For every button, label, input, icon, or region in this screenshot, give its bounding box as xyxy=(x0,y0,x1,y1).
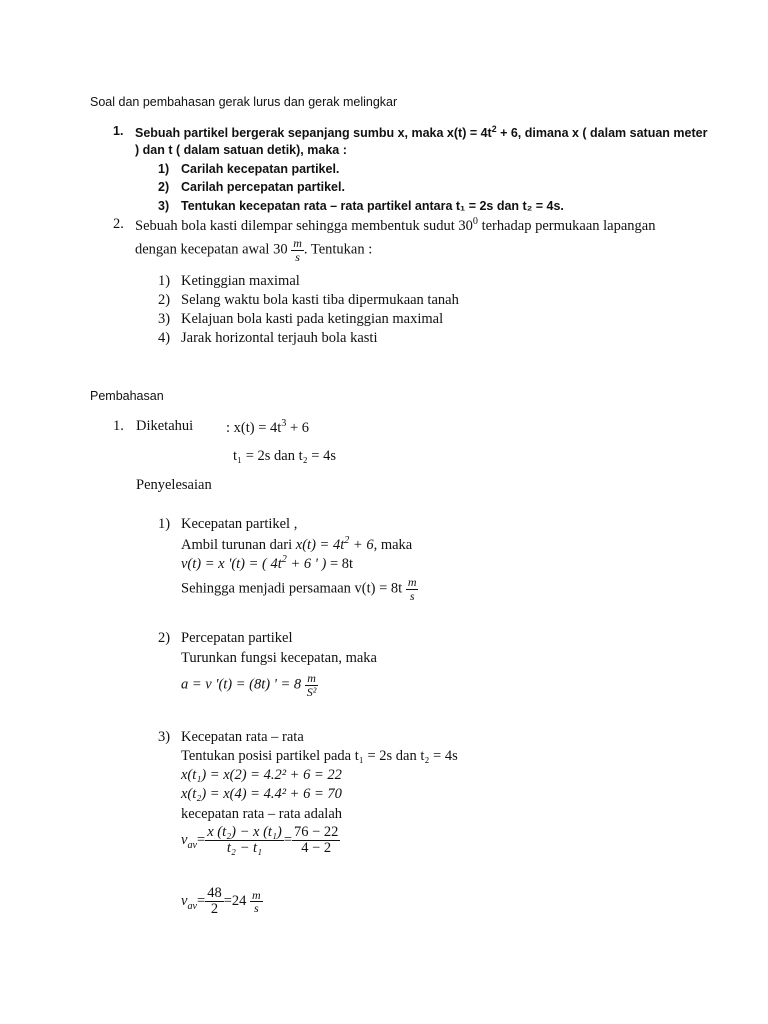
result-fraction: $\frac{48}{2}$ xyxy=(207,885,222,918)
q1-sub1-text: Carilah kecepatan partikel. xyxy=(181,162,340,176)
q1-text-line2: ) dan t ( dalam satuan detik), maka : xyxy=(135,143,347,157)
step2-title: Percepatan partikel xyxy=(181,630,293,646)
step2-line2: Turunkan fungsi kecepatan, maka xyxy=(181,650,377,666)
step3-line4: x(t₂) = x(4) = 4.4² + 6 = 70 xyxy=(181,786,342,802)
q1-number: 1. xyxy=(113,124,124,138)
q1-sub2-text: Carilah percepatan partikel. xyxy=(181,180,345,194)
q2-sub1-number: 1) xyxy=(158,273,171,289)
step1-title: Kecepatan partikel , xyxy=(181,516,298,532)
step2-unit-fraction: $\frac{m}{\text{S²}}$ xyxy=(306,671,317,699)
step1-number: 1) xyxy=(158,516,171,532)
q1-sub3-text: Tentukan kecepatan rata – rata partikel antara t₁ = 2s dan t₂ = 4s. xyxy=(181,199,564,213)
step2-line3: a = v '(t) = (8t) ' = 8 $\frac{m}{\text{S²}}$ xyxy=(181,671,317,699)
q2-number: 2. xyxy=(113,216,124,232)
step3-line5: kecepatan rata – rata adalah xyxy=(181,806,343,822)
q2-sub1-text: Ketinggian maximal xyxy=(181,273,300,289)
penyelesaian-label: Penyelesaian xyxy=(136,477,212,493)
q2-sub2-number: 2) xyxy=(158,292,171,308)
pembahasan-heading: Pembahasan xyxy=(90,389,164,403)
average-velocity-result: $v_{av}=$ $\frac{48}{2}$ =24 $\frac{m}{s}$ xyxy=(181,885,261,918)
q2-sub3-number: 3) xyxy=(158,311,171,327)
step3-line2: Tentukan posisi partikel pada t₁ = 2s dan t₂ = 4s xyxy=(181,748,458,764)
given-times: t₁ = 2s dan t₂ = 4s xyxy=(233,448,336,464)
answer-number: 1. xyxy=(113,418,124,434)
q2-text-line1: Sebuah bola kasti dilempar sehingga membentuk sudut $30^0$ terhadap permukaan lapangan xyxy=(135,216,656,234)
diketahui-label: Diketahui xyxy=(136,418,194,434)
result-unit-fraction: $\frac{m}{s}$ xyxy=(252,887,261,916)
q2-sub3-text: Kelajuan bola kasti pada ketinggian maximal xyxy=(181,311,444,327)
diketahui-value: : $x(t) = 4t^3 + 6$ xyxy=(226,418,310,436)
q2-sub4-number: 4) xyxy=(158,330,171,346)
values-fraction: $\frac{76 - 22}{4 - 2}$ xyxy=(294,824,339,857)
step3-number: 3) xyxy=(158,729,171,745)
step1-line2: Ambil turunan dari $x(t) = 4t^2 + 6$, maka xyxy=(181,535,413,553)
q1-text-line1: Sebuah partikel bergerak sepanjang sumbu x, maka $x(t) = 4t^2 + 6$, dimana x ( dalam satuan meter xyxy=(135,124,708,141)
average-velocity-formula: $v_{av}=$ $\frac{\text{x (t₂) − x (t₁)}}{\text{t₂ − t₁}}$ = $\frac{76 - 22}{4 - 2}$ xyxy=(181,824,339,857)
q2-unit-fraction: $\frac{m}{s}$ xyxy=(293,236,302,264)
q1-sub2-number: 2) xyxy=(158,180,170,194)
formula-fraction: $\frac{\text{x (t₂) − x (t₁)}}{\text{t₂ − t₁}}$ xyxy=(207,824,282,857)
step1-line4: Sehingga menjadi persamaan v(t) = 8t $\frac{m}{s}$ xyxy=(181,575,417,603)
q2-sub4-text: Jarak horizontal terjauh bola kasti xyxy=(181,330,378,346)
step2-number: 2) xyxy=(158,630,171,646)
step1-line3: v(t) = x '(t) = ( $4t^2 + 6$ ' ) = 8t xyxy=(181,554,354,572)
step1-unit-fraction: $\frac{m}{s}$ xyxy=(407,575,417,603)
step3-line3: x(t₁) = x(2) = 4.2² + 6 = 22 xyxy=(181,767,342,783)
q1-sub3-number: 3) xyxy=(158,199,170,213)
q2-sub2-text: Selang waktu bola kasti tiba dipermukaan tanah xyxy=(181,292,459,308)
q1-sub1-number: 1) xyxy=(158,162,170,176)
q2-text-line2: dengan kecepatan awal 30 $\frac{m}{s}$ . Tentukan : xyxy=(135,236,373,264)
document-title: Soal dan pembahasan gerak lurus dan gerak melingkar xyxy=(90,95,398,109)
step3-title: Kecepatan rata – rata xyxy=(181,729,304,745)
